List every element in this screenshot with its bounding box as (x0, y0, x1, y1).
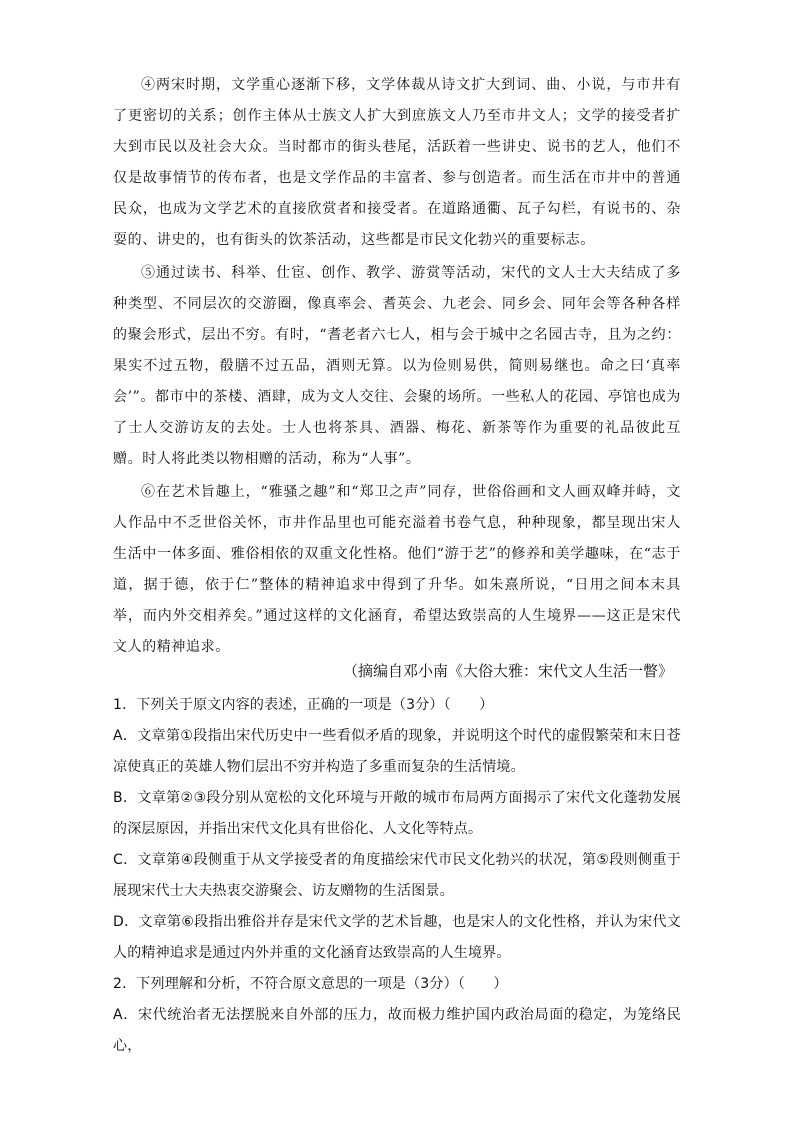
paragraph-6: ⑥在艺术旨趣上，“雅骚之趣”和“郑卫之声”同存，世俗俗画和文人画双峰并峙，文人作品中不乏世俗关怀，市井作品里也可能充溢着书卷气息，种种现象，都呈现出宋人生活中一体多面、雅俗相依的双重文化性格。他们“游于艺”的修养和美学趣味，在“志于道，据于德，依于仁”整体的精神追求中得到了升华。如朱熹所说，“日用之间本末具举，而内外交相养矣。”通过这样的文化涵育，希望达致崇高的人生境界——这正是宋代文人的精神追求。 (113, 484, 681, 655)
source-citation: （摘编自邓小南《大俗大雅：宋代文人生活一瞥》 (342, 662, 673, 680)
question-2-option-a: A．宋代统治者无法摆脱来自外部的压力，故而极力维护国内政治局面的稳定，为笼络民心， (113, 1007, 681, 1054)
questions-section (113, 690, 681, 1062)
question-1-stem: 1．下列关于原文内容的表述，正确的一项是（3分）（ ） (113, 697, 494, 713)
question-1-option-c: C．文章第④段侧重于从文学接受者的角度描绘宋代市民文化勃兴的状况，第⑤段则侧重于展现宋代士大夫热衷交游聚会、访友赠物的生活图景。 (113, 852, 681, 899)
question-1-option-b: B．文章第②③段分别从宽松的文化环境与开敞的城市布局两方面揭示了宋代文化蓬勃发展的深层原因，并指出宋代文化具有世俗化、人文化等特点。 (113, 790, 681, 837)
question-2-stem: 2．下列理解和分析，不符合原文意思的一项是（3分）（ ） (113, 976, 508, 992)
question-1-option-d: D．文章第⑥段指出雅俗并存是宋代文学的艺术旨趣，也是宋人的文化性格，并认为宋代文人的精神追求是通过内外并重的文化涵育达致崇高的人生境界。 (113, 914, 681, 961)
paragraph-4: ④两宋时期，文学重心逐渐下移，文学体裁从诗文扩大到词、曲、小说，与市井有了更密切的关系；创作主体从士族文人扩大到庶族文人乃至市井文人；文学的接受者扩大到市民以及社会大众。当时都市的街头巷尾，活跃着一些讲史、说书的艺人，他们不仅是故事情节的传布者，也是文学作品的丰富者、参与创造者。而生活在市井中的普通民众，也成为文学艺术的直接欣赏者和接受者。在道路通衢、瓦子勾栏，有说书的、杂耍的、讲史的，也有街头的饮茶活动，这些都是市民文化勃兴的重要标志。 (113, 77, 681, 248)
question-1-option-a: A．文章第①段指出宋代历史中一些看似矛盾的现象，并说明这个时代的虚假繁荣和末日苍凉使真正的英雄人物们层出不穷并构造了多重而复杂的生活情境。 (113, 728, 681, 775)
paragraph-5: ⑤通过读书、科举、仕宦、创作、教学、游赏等活动，宋代的文人士大夫结成了多种类型、不同层次的交游圈，像真率会、耆英会、九老会、同乡会、同年会等各种各样的聚会形式，层出不穷。有时，“耆老者六七人，相与会于城中之名园古寺，且为之约：果实不过五物，殽膳不过五品，酒则无算。以为俭则易供，简则易继也。命之曰‘真率会’”。都市中的茶楼、酒肆，成为文人交往、会聚的场所。一些私人的花园、亭馆也成为了士人交游访友的去处。士人也将茶具、酒器、梅花、新茶等作为重要的礼品彼此互赠。时人将此类以物相赠的活动，称为“人事”。 (113, 265, 681, 467)
reading-passage (113, 70, 681, 663)
